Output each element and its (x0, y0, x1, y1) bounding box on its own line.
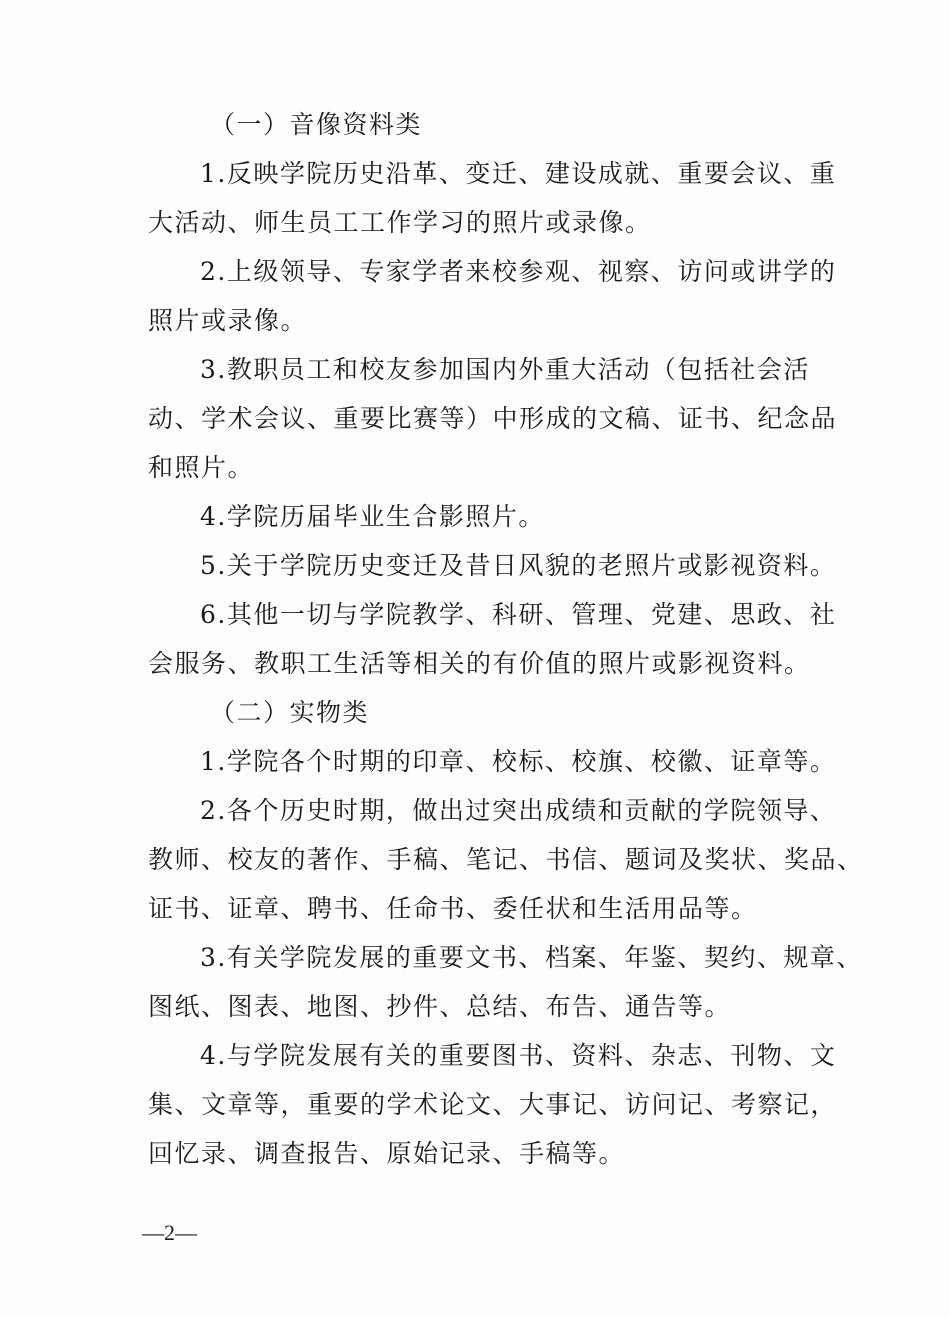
item-line: 1.反映学院历史沿革、变迁、建设成就、重要会议、重 (200, 159, 837, 188)
item-line: 1.学院各个时期的印章、校标、校旗、校徽、证章等。 (200, 747, 837, 776)
list-item (148, 1031, 838, 1178)
section-heading-objects: （二）实物类 (210, 698, 370, 727)
list-item (148, 492, 818, 541)
item-line: 动、学术会议、重要比赛等）中形成的文稿、证书、纪念品 (148, 404, 838, 433)
item-line: 4.学院历届毕业生合影照片。 (200, 502, 545, 531)
item-line: 大活动、师生员工工作学习的照片或录像。 (148, 208, 652, 237)
item-line: 3.教职员工和校友参加国内外重大活动（包括社会活 (200, 355, 810, 384)
page-number: —2— (142, 1220, 197, 1245)
list-item (148, 541, 837, 590)
item-line: 图纸、图表、地图、抄件、总结、布告、通告等。 (148, 992, 732, 1021)
item-line: 6.其他一切与学院教学、科研、管理、党建、思政、社 (200, 600, 837, 629)
document-body (148, 100, 864, 1178)
item-line: 2.上级领导、专家学者来校参观、视察、访问或讲学的 (200, 257, 837, 286)
list-item (148, 933, 863, 1031)
item-line: 照片或录像。 (148, 306, 308, 335)
section-heading-av: （一）音像资料类 (210, 110, 423, 139)
list-item (148, 345, 838, 492)
item-line: 集、文章等，重要的学术论文、大事记、访问记、考察记， (148, 1090, 838, 1119)
item-line: 4.与学院发展有关的重要图书、资料、杂志、刊物、文 (200, 1041, 837, 1070)
item-line: 教师、校友的著作、手稿、笔记、书信、题词及奖状、奖品、 (148, 845, 864, 874)
item-line: 2.各个历史时期，做出过突出成绩和贡献的学院领导、 (200, 796, 837, 825)
item-line: 5.关于学院历史变迁及昔日风貌的老照片或影视资料。 (200, 551, 837, 580)
list-item (148, 149, 837, 247)
list-item (148, 247, 837, 345)
list-item (148, 786, 864, 933)
item-line: 和照片。 (148, 453, 255, 482)
item-line: 回忆录、调查报告、原始记录、手稿等。 (148, 1139, 626, 1168)
list-item (148, 737, 837, 786)
list-item (148, 590, 837, 688)
item-line: 3.有关学院发展的重要文书、档案、年鉴、契约、规章、 (200, 943, 863, 972)
item-line: 会服务、教职工生活等相关的有价值的照片或影视资料。 (148, 649, 811, 678)
item-line: 证书、证章、聘书、任命书、委任状和生活用品等。 (148, 894, 758, 923)
